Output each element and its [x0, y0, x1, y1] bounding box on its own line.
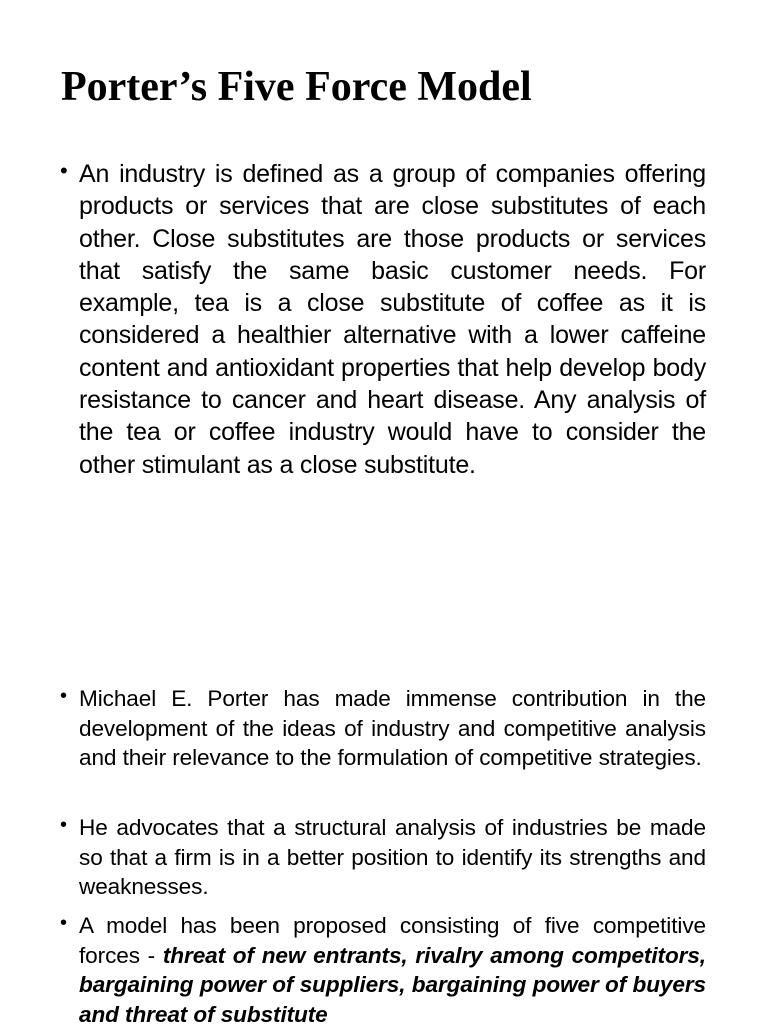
bullet-industry-definition: [60, 158, 706, 481]
bullet-text: Michael E. Porter has made immense contribution in the development of the ideas of industry and competitive analysis and their relevance to the formulation of competitive strategies.: [79, 686, 706, 771]
bullet-text: He advocates that a structural analysis of industries be made so that a firm is in a better position to identify its strengths and weaknesses.: [79, 815, 706, 900]
bullet-structural-analysis: [60, 813, 706, 902]
slide-title: Porter’s Five Force Model: [61, 64, 532, 110]
bullet-marker: •: [60, 685, 67, 707]
bullet-porter-contribution: [60, 684, 706, 773]
bullet-text: A model has been proposed consisting of five competitive forces -: [79, 913, 706, 968]
bullet-marker: •: [60, 158, 68, 183]
bullet-five-forces-model: [60, 911, 706, 1029]
bullet-marker: •: [60, 912, 67, 934]
bullet-marker: •: [60, 814, 67, 836]
bullet-text: An industry is defined as a group of companies offering products or services that are close substitutes of each other. Close substitutes are those products or services that satisfy the same basic customer needs. For example, tea is a close substitute of coffee as it is considered a healthier alternative with a lower caffeine content and antioxidant properties that help develop body resistance to cancer and heart disease. Any analysis of the tea or coffee industry would have to consider the other stimulant as a close substitute.: [79, 160, 706, 479]
bullet-emphasis-forces: threat of new entrants, rivalry among competitors, bargaining power of suppliers, bargaining power of buyers and threat of substitute: [79, 942, 706, 1027]
